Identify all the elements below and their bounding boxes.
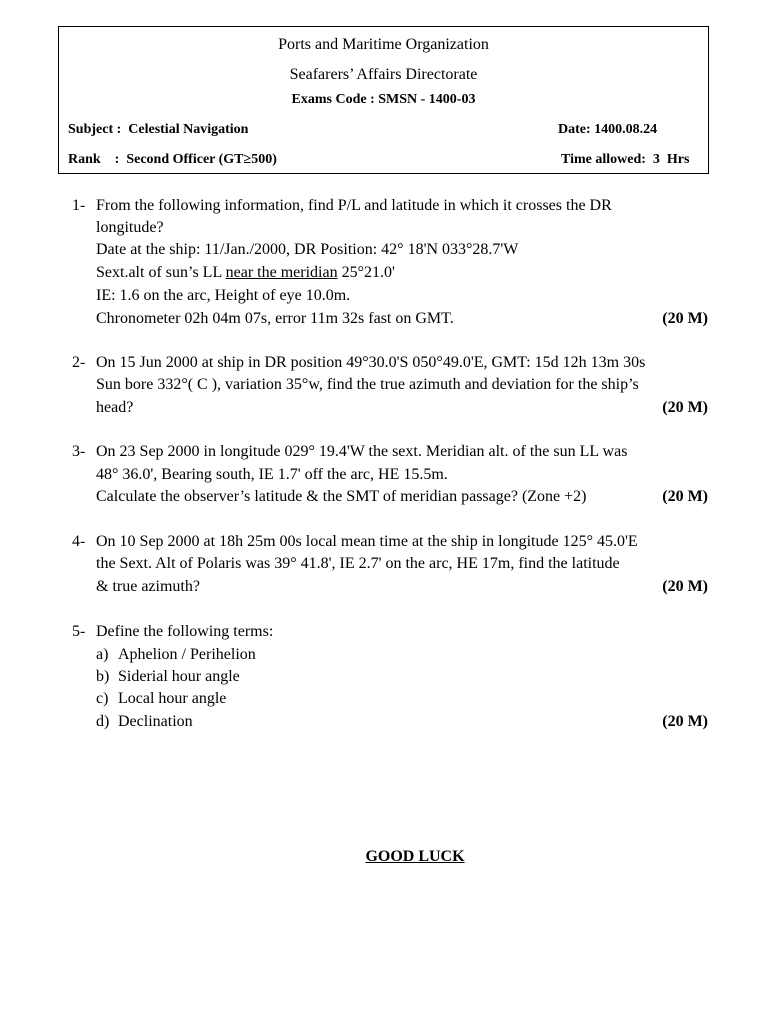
question-number: 5- [72,623,86,640]
marks-label: (20 M) [662,578,708,595]
question-line: Calculate the observer’s latitude & the SMT of meridian passage? (Zone +2) [96,488,587,505]
list-item-text: Siderial hour angle [118,668,240,685]
subject-label: Subject : Celestial Navigation [68,122,249,137]
organization-name: Ports and Maritime Organization [278,36,489,53]
rank-label: Rank : Second Officer (GT≥500) [68,152,277,167]
question-line: longitude? [96,219,164,236]
good-luck-text: GOOD LUCK [365,848,465,865]
exam-header-box [58,26,709,174]
question-line: Sun bore 332°( C ), variation 35°w, find the true azimuth and deviation for the ship’s [96,376,639,393]
marks-label: (20 M) [662,399,708,416]
question-line: Chronometer 02h 04m 07s, error 11m 32s fast on GMT. [96,310,454,327]
question-line: Sext.alt of sun’s LL near the meridian 25°21.0' [96,264,395,281]
marks-label: (20 M) [662,310,708,327]
list-item-letter: c) [96,690,109,707]
question-line: On 15 Jun 2000 at ship in DR position 49°30.0'S 050°49.0'E, GMT: 15d 12h 13m 30s [96,354,646,371]
question-line: From the following information, find P/L and latitude in which it crosses the DR [96,197,612,214]
list-item-text: Aphelion / Perihelion [118,646,256,663]
question-number: 1- [72,197,86,214]
question-line: On 23 Sep 2000 in longitude 029° 19.4'W the sext. Meridian alt. of the sun LL was [96,443,628,460]
question-number: 2- [72,354,86,371]
question-line: the Sext. Alt of Polaris was 39° 41.8', IE 2.7' on the arc, HE 17m, find the latitude [96,555,620,572]
question-line: Date at the ship: 11/Jan./2000, DR Position: 42° 18'N 033°28.7'W [96,241,519,258]
question-line: 48° 36.0', Bearing south, IE 1.7' off the arc, HE 15.5m. [96,466,448,483]
exam-code: Exams Code : SMSN - 1400-03 [291,92,476,107]
question-line: On 10 Sep 2000 at 18h 25m 00s local mean time at the ship in longitude 125° 45.0'E [96,533,638,550]
question-line: IE: 1.6 on the arc, Height of eye 10.0m. [96,287,351,304]
list-item-text: Declination [118,713,193,730]
list-item-letter: b) [96,668,110,685]
exam-date: Date: 1400.08.24 [558,122,658,137]
question-number: 4- [72,533,86,550]
question-line: head? [96,399,134,416]
time-allowed: Time allowed: 3 Hrs [561,152,690,167]
underlined-text: near the meridian [225,264,338,281]
marks-label: (20 M) [662,713,708,730]
list-item-letter: a) [96,646,109,663]
good-luck-footer [0,848,768,866]
list-item-text: Local hour angle [118,690,227,707]
directorate-name: Seafarers’ Affairs Directorate [289,66,478,83]
list-item-letter: d) [96,713,110,730]
question-line: Define the following terms: [96,623,274,640]
marks-label: (20 M) [662,488,708,505]
question-line: & true azimuth? [96,578,200,595]
question-number: 3- [72,443,86,460]
